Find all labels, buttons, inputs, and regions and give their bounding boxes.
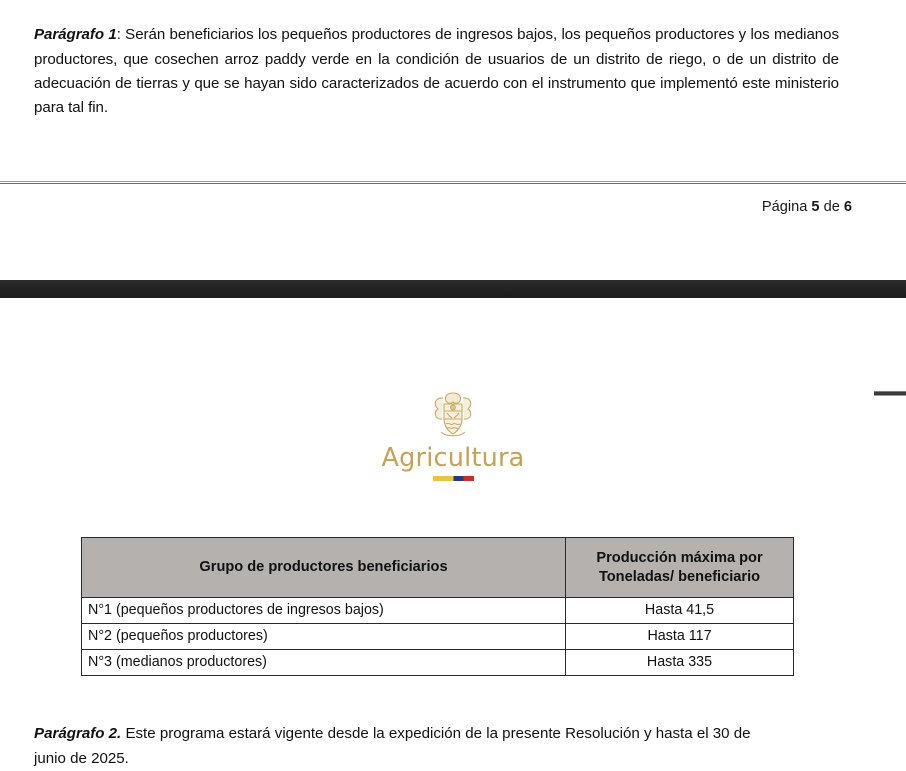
cell-amount: Hasta 117	[566, 624, 794, 650]
page-break-gap	[0, 280, 906, 298]
column-header-production	[566, 538, 794, 598]
paragraph-1-label: Parágrafo 1	[34, 26, 117, 44]
table-row	[82, 650, 794, 676]
cell-amount: Hasta 335	[566, 650, 794, 676]
paragraph-2	[34, 721, 754, 771]
table-header-row	[82, 538, 794, 598]
table-row	[82, 624, 794, 650]
column-header-production-line1: Producción máxima por	[596, 550, 763, 566]
agricultura-wordmark: Agricultura	[381, 443, 525, 473]
colombia-coat-of-arms-icon	[430, 386, 476, 442]
agricultura-logo	[0, 386, 906, 481]
column-header-group: Grupo de productores beneficiarios	[82, 538, 566, 598]
page-number-footer	[762, 199, 852, 215]
paragraph-2-label: Parágrafo 2.	[34, 725, 122, 743]
colombia-flag-bar-icon	[433, 476, 474, 481]
page-footer-prefix: Página	[761, 199, 812, 215]
document-page-5	[0, 0, 906, 280]
page-footer-total: 6	[843, 199, 852, 215]
page-footer-current: 5	[811, 199, 820, 215]
document-page-6	[0, 298, 906, 771]
paragraph-1-text: : Serán beneficiarios los pequeños productores de ingresos bajos, los pequeños productores y los medianos productores, que cosechen arroz paddy verde en la condición de usuarios de un distrito de riego, o de un distrito de adecuación de tierras y que se hayan sido caracterizados de acuerdo con el instrumento que implementó este ministerio para tal fin.	[34, 26, 839, 117]
cell-group: N°1 (pequeños productores de ingresos bajos)	[82, 598, 566, 624]
column-header-production-line2: Toneladas/ beneficiario	[598, 568, 761, 585]
cell-amount: Hasta 41,5	[566, 598, 794, 624]
beneficiary-production-table	[81, 537, 794, 676]
table-row	[82, 598, 794, 624]
paragraph-2-text: Este programa estará vigente desde la expedición de la presente Resolución y hasta el 30 de junio de 2025.	[34, 725, 751, 768]
cell-group: N°3 (medianos productores)	[82, 650, 566, 676]
footer-separator-rule	[0, 181, 906, 184]
paragraph-1	[34, 23, 839, 121]
cell-group: N°2 (pequeños productores)	[82, 624, 566, 650]
page-footer-middle: de	[819, 199, 844, 215]
